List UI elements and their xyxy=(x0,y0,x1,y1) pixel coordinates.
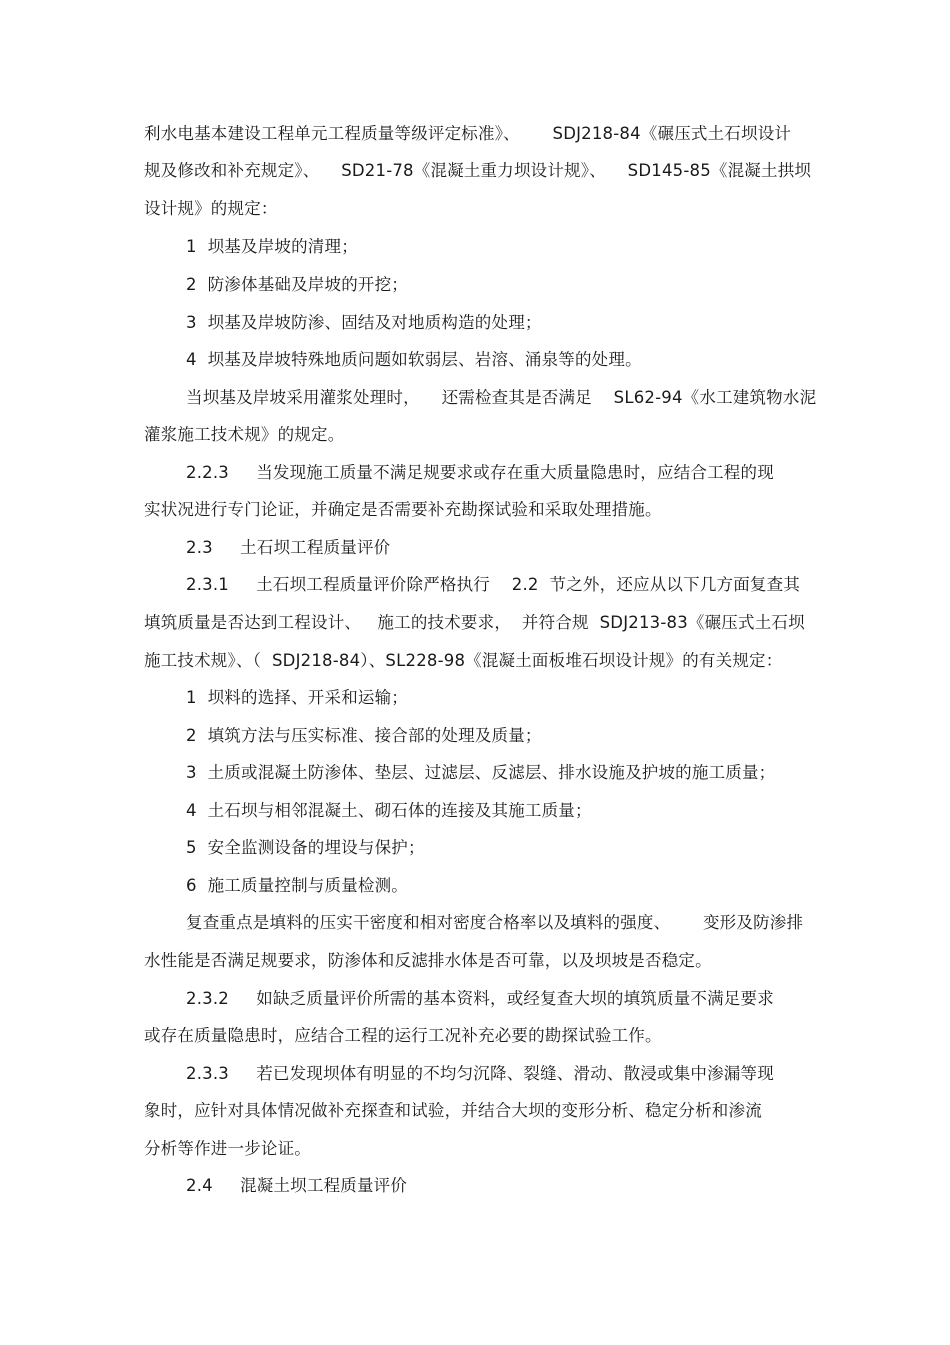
text-line: 复查重点是填料的压实干密度和相对密度合格率以及填料的强度、 变形及防渗排 xyxy=(186,913,804,932)
section-line: 2.3.1 土石坝工程质量评价除严格执行 2.2 节之外，还应从以下几方面复查其 xyxy=(186,575,801,594)
text-line: 当坝基及岸坡采用灌浆处理时， 还需检查其是否满足 SL62-94《水工建筑物水泥 xyxy=(186,388,817,407)
list-item: 3 土质或混凝土防渗体、垫层、过滤层、反滤层、排水设施及护坡的施工质量； xyxy=(186,763,776,782)
text-line: 水性能是否满足规要求，防渗体和反滤排水体是否可靠，以及坝坡是否稳定。 xyxy=(144,951,712,970)
section-line: 2.3.3 若已发现坝体有明显的不均匀沉降、裂缝、滑动、散浸或集中渗漏等现 xyxy=(186,1064,774,1083)
text-line: 施工技术规》、（ SDJ218-84）、SL228-98《混凝土面板堆石坝设计规》的有关规定： xyxy=(144,651,783,670)
text-line: 填筑质量是否达到工程设计、 施工的技术要求， 并符合规 SDJ213-83《碾压式土石坝 xyxy=(144,613,805,632)
list-item: 5 安全监测设备的埋设与保护； xyxy=(186,838,425,857)
text-line: 分析等作进一步论证。 xyxy=(144,1139,311,1158)
section-line: 2.2.3 当发现施工质量不满足规要求或存在重大质量隐患时，应结合工程的现 xyxy=(186,463,774,482)
section-heading: 2.3 土石坝工程质量评价 xyxy=(186,538,391,557)
text-line: 实状况进行专门论证，并确定是否需要补充勘探试验和采取处理措施。 xyxy=(144,500,662,519)
section-line: 2.3.2 如缺乏质量评价所需的基本资料，或经复查大坝的填筑质量不满足要求 xyxy=(186,989,774,1008)
list-item: 2 防渗体基础及岸坡的开挖； xyxy=(186,275,408,294)
list-item: 6 施工质量控制与质量检测。 xyxy=(186,876,408,895)
list-item: 4 土石坝与相邻混凝土、砌石体的连接及其施工质量； xyxy=(186,801,592,820)
text-line: 或存在质量隐患时，应结合工程的运行工况补充必要的勘探试验工作。 xyxy=(144,1026,662,1045)
list-item: 3 坝基及岸坡防渗、固结及对地质构造的处理； xyxy=(186,313,542,332)
list-item: 2 填筑方法与压实标准、接合部的处理及质量； xyxy=(186,726,542,745)
text-line: 灌浆施工技术规》的规定。 xyxy=(144,425,345,444)
text-line: 设计规》的规定： xyxy=(144,199,278,218)
section-heading: 2.4 混凝土坝工程质量评价 xyxy=(186,1176,408,1195)
list-item: 4 坝基及岸坡特殊地质问题如软弱层、岩溶、涌泉等的处理。 xyxy=(186,350,642,369)
text-line: 规及修改和补充规定》、 SD21-78《混凝土重力坝设计规》、 SD145-85《混凝土拱坝 xyxy=(144,161,812,180)
text-line: 象时，应针对具体情况做补充探查和试验，并结合大坝的变形分析、稳定分析和渗流 xyxy=(144,1101,762,1120)
list-item: 1 坝料的选择、开采和运输； xyxy=(186,688,408,707)
list-item: 1 坝基及岸坡的清理； xyxy=(186,237,358,256)
text-line: 利水电基本建设工程单元工程质量等级评定标准》、 SDJ218-84《碾压式土石坝设计 xyxy=(144,124,792,143)
